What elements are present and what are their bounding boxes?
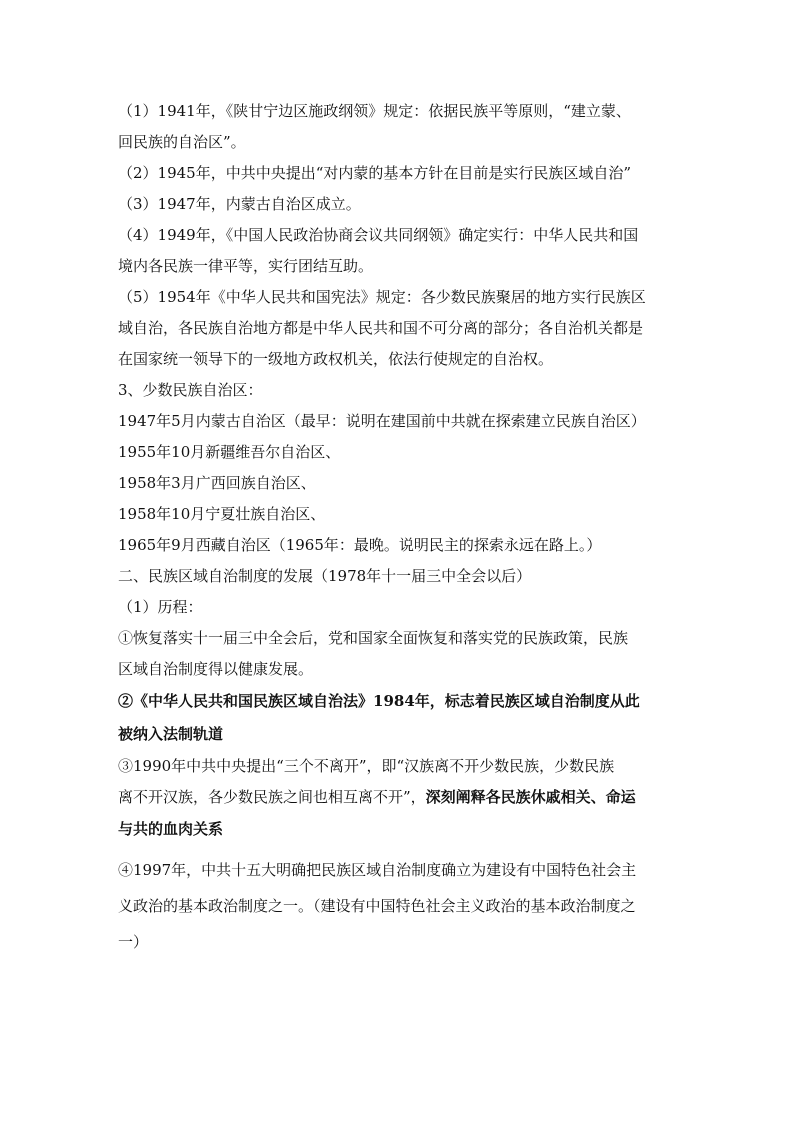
text-line: （3）1947年，内蒙古自治区成立。 [118, 195, 361, 213]
text-line: 1958年10月宁夏壮族自治区、 [118, 505, 326, 523]
text-line: （5）1954年《中华人民共和国宪法》规定：各少数民族聚居的地方实行民族区 [118, 288, 646, 306]
text-line-bold: 与共的血肉关系 [118, 820, 224, 838]
text-line: 1958年3月广西回族自治区、 [118, 474, 316, 492]
text-line: （2）1945年，中共中央提出“对内蒙的基本方针在目前是实行民族区域自治” [118, 164, 632, 182]
section-heading: 二、民族区域自治制度的发展（1978年十一届三中全会以后） [118, 567, 532, 585]
text-line: ③1990年中共中央提出“三个不离开”，即“汉族离不开少数民族，少数民族 [118, 757, 615, 775]
text-line: （4）1949年，《中国人民政治协商会议共同纲领》确定实行：中华人民共和国 [118, 226, 639, 244]
text-line: ①恢复落实十一届三中全会后，党和国家全面恢复和落实党的民族政策，民族 [118, 629, 629, 647]
text-line-bold-part: 深刻阐释各民族休戚相关、命运 [425, 788, 636, 806]
text-line: 境内各民族一律平等，实行团结互助。 [118, 257, 374, 275]
text-line-bold: ②《中华人民共和国民族区域自治法》1984年，标志着民族区域自治制度从此 [118, 692, 640, 710]
document-page [118, 96, 680, 960]
text-line [118, 782, 680, 813]
text-line: （1）1941年，《陕甘宁边区施政纲领》规定：依据民族平等原则，“建立蒙、 [118, 102, 631, 120]
text-line: 1947年5月内蒙古自治区（最早：说明在建国前中共就在探索建立民族自治区） [118, 412, 646, 430]
text-line: 区域自治制度得以健康发展。 [118, 660, 314, 678]
section-heading: 3、少数民族自治区： [118, 381, 263, 399]
text-line: 1965年9月西藏自治区（1965年：最晚。说明民主的探索永远在路上。） [118, 536, 602, 554]
text-line-bold: 被纳入法制轨道 [118, 725, 224, 743]
text-line-normal-part: 离不开汉族，各少数民族之间也相互离不开”， [118, 788, 426, 806]
text-line: （1）历程： [118, 598, 203, 616]
text-line: 回民族的自治区”。 [118, 133, 246, 151]
text-line: 域自治，各民族自治地方都是中华人民共和国不可分离的部分；各自治机关都是 [118, 319, 644, 337]
text-line: 义政治的基本政治制度之一。（建设有中国特色社会主义政治的基本政治制度之 [118, 897, 636, 915]
text-line: ④1997年，中共十五大明确把民族区域自治制度确立为建设有中国特色社会主 [118, 861, 637, 879]
text-line: 1955年10月新疆维吾尔自治区、 [118, 443, 341, 461]
text-line: 一） [118, 933, 149, 951]
text-line: 在国家统一领导下的一级地方政权机关，依法行使规定的自治权。 [118, 350, 554, 368]
